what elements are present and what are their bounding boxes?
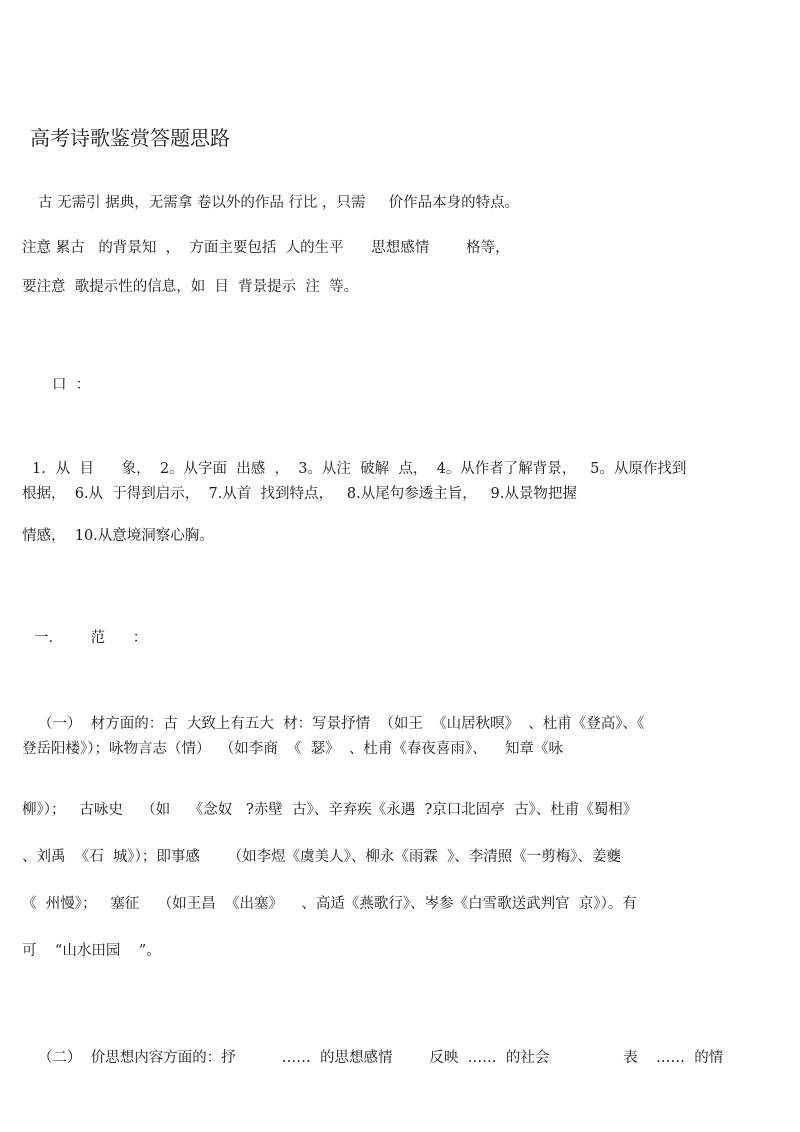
steps-line-2: 根据， 6.从 于得到启示， 7.从首 找到特点， 8.从尾句参透主旨， 9.从景物把握 [22,486,577,502]
section-1-heading: 一． 范 ： [34,630,148,646]
steps-line-1: 1．从 目 象， 2。从字面 出感 ， 3。从注 破解 点， 4。从作者了解背景， 5。从原作找到 [32,461,687,477]
section-1-paragraph-line: 、刘禹 《石 城》）；即事感 （如李煜《虞美人》、柳永《雨霖 》、李清照《一剪梅》、姜夔 [22,849,622,865]
section-1-paragraph-line: （一） 材方面的：古 大致上有五大 材：写景抒情 （如王 《山居秋暝》 、杜甫《登高》、《 [38,716,645,732]
steps-line-3: 情感， 10.从意境洞察心胸。 [22,528,214,544]
section-1-paragraph-line: 可 “山水田园 ”。 [22,943,161,959]
section-1-sub-2: （二） 价思想内容方面的：抒 …… 的思想感情 反映 …… 的社会 表 …… 的情 [38,1050,724,1066]
intro-line-3: 要注意 歌提示性的信息，如 目 背景提示 注 等。 [22,279,359,295]
section-1-paragraph-line: 柳》）； 古咏史 （如 《念奴 ?赤壁 古》、辛弃疾《永遇 ?京口北固亭 古》、杜甫《蜀相》 [22,802,638,818]
intro-line-2: 注意 累古 的背景知 ， 方面主要包括 人的生平 思想感情 格等， [22,240,510,256]
section-1-paragraph-line: 《 州慢》； 塞征 （如王昌 《出塞》 、高适《燕歌行》、岑参《白雪歌送武判官 京》）。有 [22,896,637,912]
heading-kou: 口 ： [52,377,91,393]
intro-line-1: 古 无需引 据典，无需拿 卷以外的作品 行比 ，只需 价作品本身的特点。 [38,195,520,211]
document-title: 高考诗歌鉴赏答题思路 [30,126,230,150]
section-1-paragraph-line: 登岳阳楼》）；咏物言志（情） （如李商 《 瑟》 、杜甫《春夜喜雨》、 知章《咏 [22,741,564,757]
